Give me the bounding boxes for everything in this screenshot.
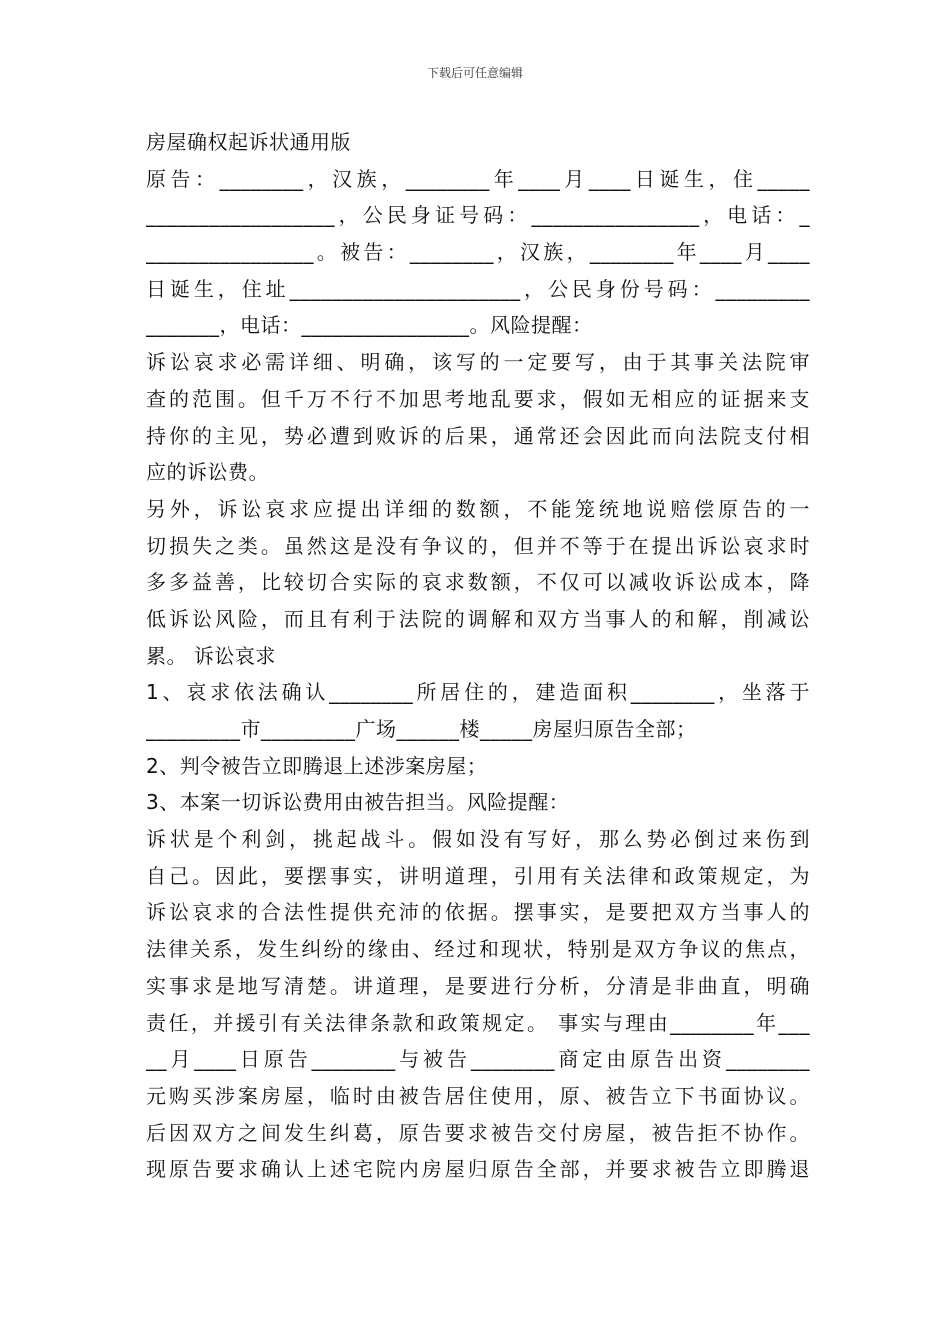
text-line: 法律关系，发生纠纷的缘由、经过和现状，特别是双方争议的焦点， — [146, 937, 810, 962]
text-line: _________市_________广场______楼_____房屋归原告全部； — [146, 717, 697, 741]
text-line: __月____日原告________与被告________商定由原告出资________ — [146, 1047, 810, 1072]
document-title: 房屋确权起诉状通用版 — [146, 130, 351, 154]
text-line: 责任，并援引有关法律条款和政策规定。 事实与理由________年___ — [146, 1010, 810, 1035]
text-line: 1、哀求依法确认________所居住的，建造面积________，坐落于 — [146, 680, 810, 705]
text-line: 3、本案一切诉讼费用由被告担当。风险提醒： — [146, 790, 570, 815]
text-line: 2、判令被告立即腾退上述涉案房屋； — [146, 753, 488, 778]
text-line: ________________。被告：________，汉族，________年____月____ — [146, 240, 810, 265]
text-line: 原告：________，汉族，________年____月____日诞生，住_____ — [146, 166, 810, 191]
text-line: __________________，公民身证号码：________________，电话：_ — [146, 203, 810, 228]
text-line: 持你的主见，势必遭到败诉的后果，通常还会因此而向法院支付相 — [146, 423, 810, 448]
text-line: _______，电话：________________。风险提醒： — [146, 313, 593, 338]
text-line: 元购买涉案房屋，临时由被告居住使用，原、被告立下书面协议。 — [146, 1083, 810, 1108]
text-line: 诉状是个利剑，挑起战斗。假如没有写好，那么势必倒过来伤到 — [146, 827, 810, 852]
text-line: 诉讼哀求必需详细、明确，该写的一定要写，由于其事关法院审 — [146, 350, 810, 375]
text-line: 查的范围。但千万不行不加思考地乱要求，假如无相应的证据来支 — [146, 386, 810, 411]
text-line: 切损失之类。虽然这是没有争议的，但并不等于在提出诉讼哀求时 — [146, 533, 810, 558]
text-line: 另外，诉讼哀求应提出详细的数额，不能笼统地说赔偿原告的一 — [146, 496, 810, 521]
page-header: 下载后可任意编辑 — [426, 66, 523, 80]
text-line: 低诉讼风险，而且有利于法院的调解和双方当事人的和解，削减讼 — [146, 606, 810, 631]
document-body — [146, 124, 810, 1188]
text-line: 日诞生，住址______________________，公民身份号码：_________ — [146, 276, 810, 301]
text-line: 诉讼哀求的合法性提供充沛的依据。摆事实，是要把双方当事人的 — [146, 900, 810, 925]
text-line: 后因双方之间发生纠葛，原告要求被告交付房屋，被告拒不协作。 — [146, 1120, 810, 1145]
text-line: 自己。因此，要摆事实，讲明道理，引用有关法律和政策规定，为 — [146, 863, 810, 888]
text-line: 现原告要求确认上述宅院内房屋归原告全部，并要求被告立即腾退 — [146, 1157, 810, 1182]
text-line: 多多益善，比较切合实际的哀求数额，不仅可以减收诉讼成本，降 — [146, 570, 810, 595]
text-line: 累。 诉讼哀求 — [146, 643, 276, 668]
text-line: 应的诉讼费。 — [146, 460, 269, 485]
text-line: 实事求是地写清楚。讲道理，是要进行分析，分清是非曲直，明确 — [146, 973, 810, 998]
